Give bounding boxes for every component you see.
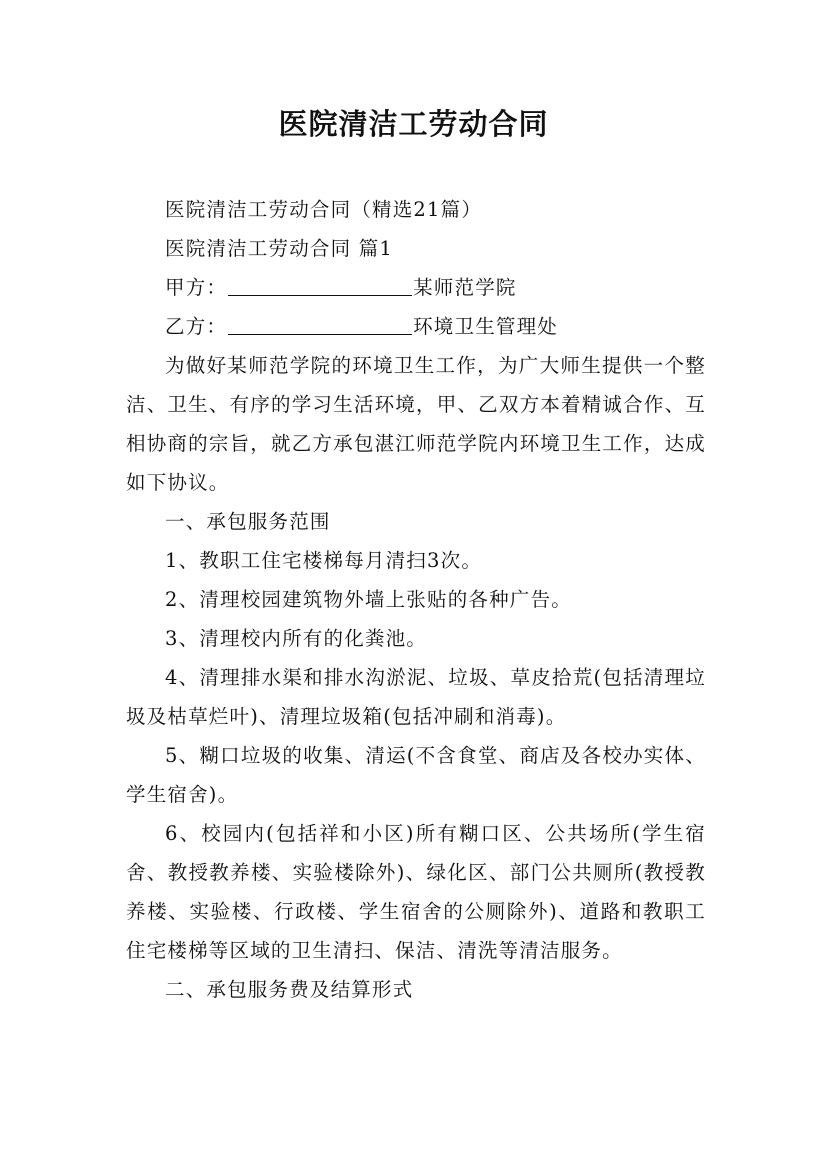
section2-heading: 二、承包服务费及结算形式 <box>165 978 414 1001</box>
party-a-label: 甲方： <box>165 276 228 299</box>
party-b-line <box>126 307 706 346</box>
list-item: 4、清理排水渠和排水沟淤泥、垃圾、草皮拾荒(包括清理垃圾及枯草烂叶)、清理垃圾箱(包括冲刷和消毒)。 <box>126 666 706 728</box>
document-title: 医院清洁工劳动合同 <box>278 107 549 141</box>
document-subtitle: 医院清洁工劳动合同（精选21篇） <box>165 198 483 221</box>
list-item: 3、清理校内所有的化粪池。 <box>165 627 428 650</box>
document-body <box>126 190 706 1009</box>
party-b-label: 乙方： <box>165 315 228 338</box>
party-a-name: 某师范学院 <box>413 276 517 299</box>
section-heading: 医院清洁工劳动合同 篇1 <box>165 237 394 260</box>
list-item: 5、糊口垃圾的收集、清运(不含食堂、商店及各校办实体、学生宿舍)。 <box>126 744 706 806</box>
intro-paragraph: 为做好某师范学院的环境卫生工作，为广大师生提供一个整洁、卫生、有序的学习生活环境，甲、乙双方本着精诚合作、互相协商的宗旨，就乙方承包湛江师范学院内环境卫生工作，达成如下协议。 <box>126 354 706 494</box>
party-a-line <box>126 268 706 307</box>
list-item: 1、教职工住宅楼梯每月清扫3次。 <box>165 549 483 572</box>
list-item: 2、清理校园建筑物外墙上张贴的各种广告。 <box>165 588 572 611</box>
list-item: 6、校园内(包括祥和小区)所有糊口区、公共场所(学生宿舍、教授教养楼、实验楼除外)、绿化区、部门公共厕所(教授教养楼、实验楼、行政楼、学生宿舍的公厕除外)、道路和教职工住宅楼梯等区域的卫生清扫、保洁、清洗等清洁服务。 <box>126 822 706 962</box>
section1-heading: 一、承包服务范围 <box>165 510 331 533</box>
party-b-name: 环境卫生管理处 <box>413 315 559 338</box>
party-a-blank <box>228 273 412 296</box>
party-b-blank <box>228 312 412 335</box>
